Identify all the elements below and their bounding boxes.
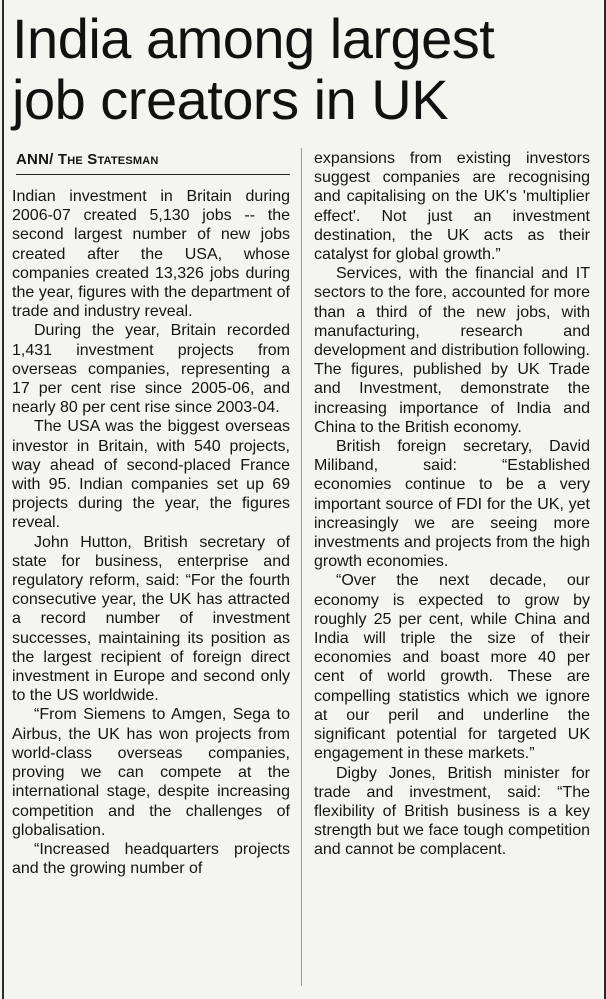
- paragraph: Digby Jones, British minister for trade and investment, said: “The flexibility of British business is a key strength but we face tough competition and cannot be complacent.: [314, 764, 590, 859]
- headline-line-2: job creators in UK: [12, 68, 449, 131]
- paragraph: “Over the next decade, our economy is expected to grow by roughly 25 per cent, while China and India will triple the size of their economies and boast more 40 per cent of world growth. These are compelling statistics which we ignore at our peril and underline the significant potential for targeted UK engagement in these markets.”: [314, 572, 590, 763]
- column-divider: [301, 148, 302, 986]
- article-column-left: [12, 187, 290, 878]
- article-column-right: [314, 149, 590, 860]
- headline-line-1: India among largest: [12, 7, 495, 70]
- paragraph: British foreign secretary, David Miliband, said: “Established economies continue to be a very important source of FDI for the UK, yet increasingly we are seeing more investments and projects from the high growth economies.: [314, 438, 590, 571]
- paragraph: “Increased headquarters projects and the growing number of: [12, 840, 290, 878]
- paragraph: Services, with the financial and IT sectors to the fore, accounted for more than a third of the new jobs, with manufacturing, research and development and distribution following. The figures, published by UK Trade and Investment, demonstrate the increasing importance of India and China to the British economy.: [314, 265, 590, 436]
- clipping-left-border: [2, 0, 4, 999]
- paragraph: expansions from existing investors suggest companies are recognising and capitalising on the UK's 'multiplier effect'. Not just an investment destination, the UK acts as their catalyst for global growth.”: [314, 150, 590, 264]
- paragraph: During the year, Britain recorded 1,431 investment projects from overseas companies, representing a 17 per cent rise since 2005-06, and nearly 80 per cent rise since 2003-04.: [12, 322, 290, 417]
- paragraph: “From Siemens to Amgen, Sega to Airbus, the UK has won projects from world-class overseas companies, proving we can compete at the international stage, despite increasing competition and the challenges of globalisation.: [12, 706, 290, 839]
- paragraph: Indian investment in Britain during 2006-07 created 5,130 jobs -- the second largest number of new jobs created after the USA, whose companies created 13,326 jobs during the year, figures with the department of trade and industry reveal.: [12, 188, 290, 321]
- paragraph: John Hutton, British secretary of state for business, enterprise and regulatory reform, said: “For the fourth consecutive year, the UK has attracted a record number of investment successes, maintaining its position as the largest recipient of foreign direct investment in Europe and second only to the US worldwide.: [12, 533, 290, 705]
- byline: ANN/ The Statesman: [16, 151, 159, 168]
- headline: [12, 8, 602, 130]
- byline-rule: [16, 174, 290, 175]
- paragraph: The USA was the biggest overseas investor in Britain, with 540 projects, way ahead of second-placed France with 95. Indian companies set up 69 projects during the year, the figures reveal.: [12, 418, 290, 532]
